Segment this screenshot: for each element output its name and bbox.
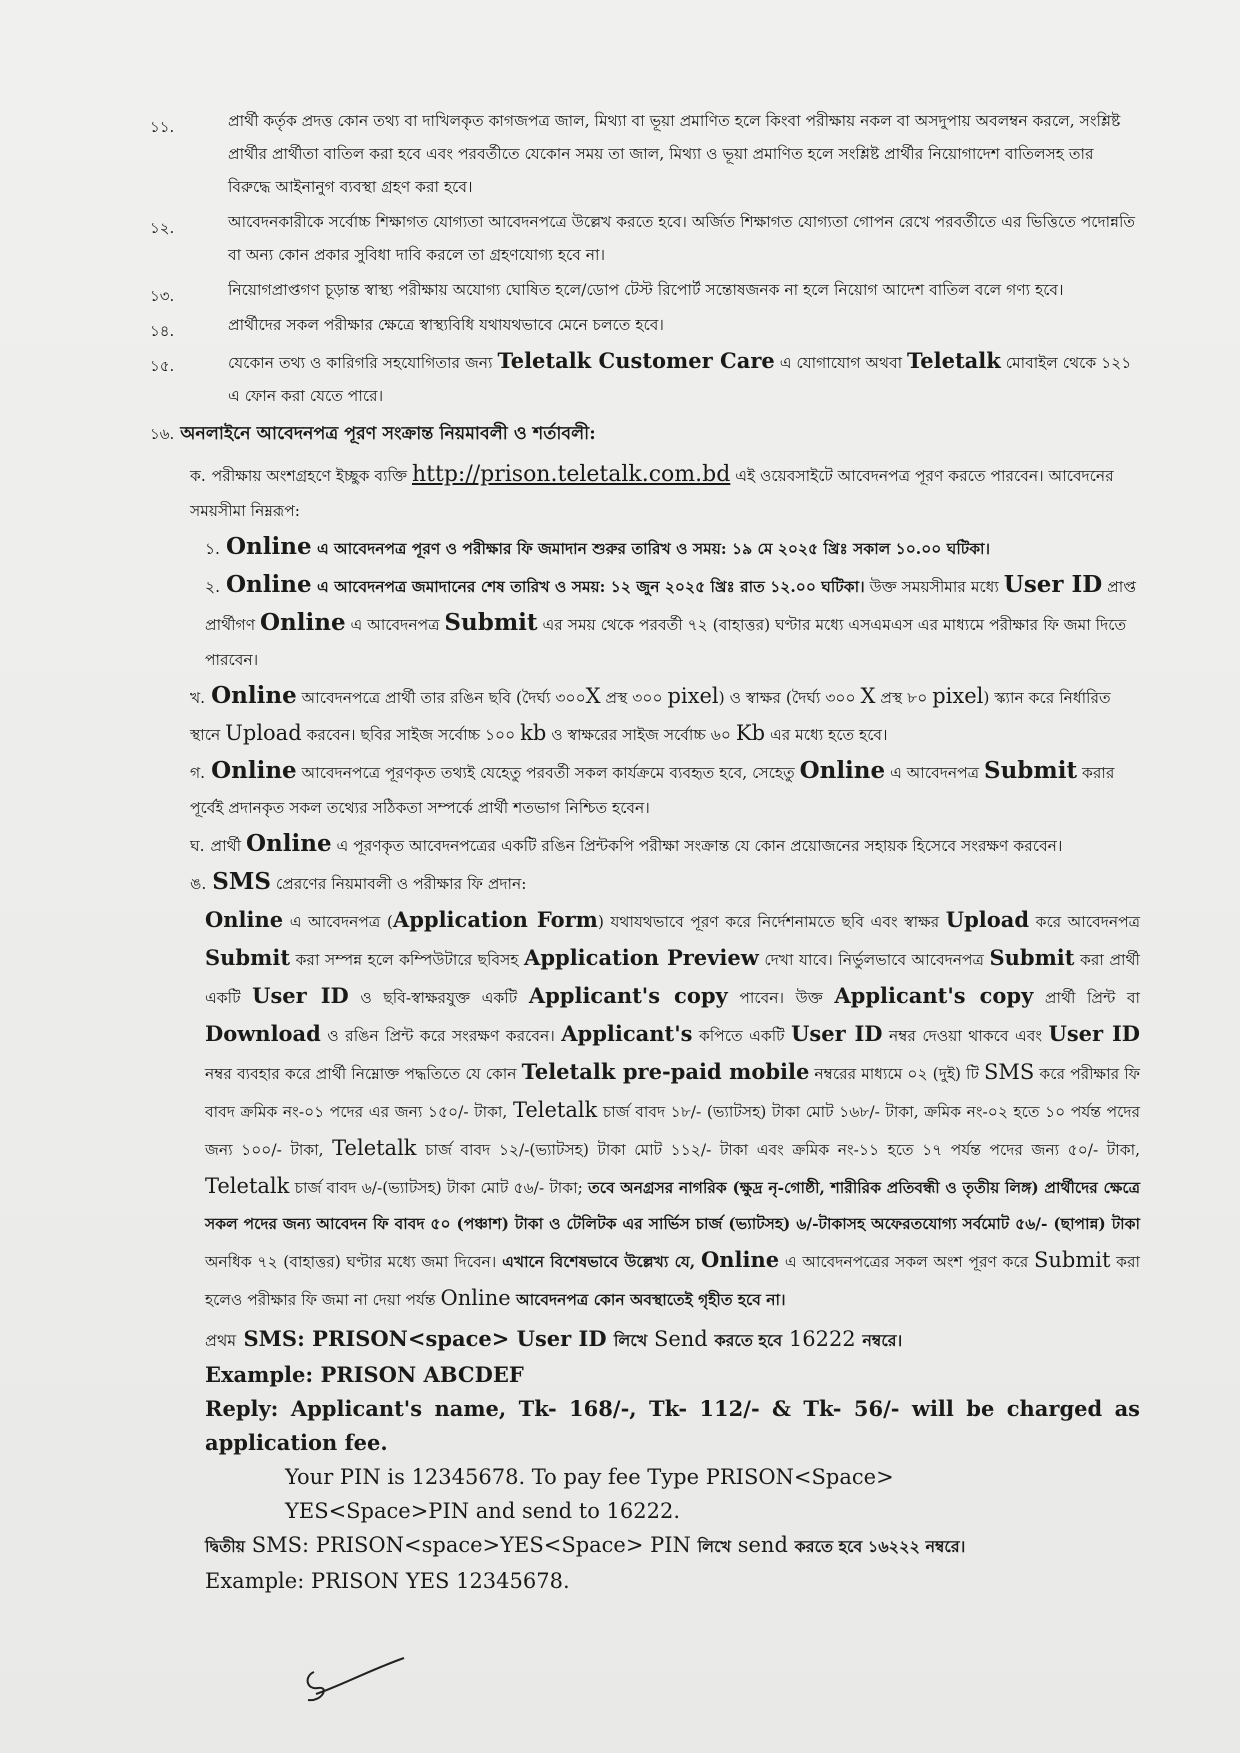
p-text: চার্জ বাবদ ১২/-(ভ্যাটসহ) টাকা মোট ১১২/- টাকা এবং ক্রমিক নং-১১ হতে ১৭ পর্যন্ত পদের জন্য ৫০/- টাকা,	[416, 1141, 1140, 1159]
item-text: মোবাইল থেকে ১২১ এ ফোন করা যেতে পারে।	[228, 354, 1132, 405]
clause-label: ক.	[190, 467, 206, 485]
clause-text: ) ও স্বাক্ষর (দৈর্ঘ্য ৩০০	[718, 689, 861, 707]
sms-text: SMS	[212, 868, 271, 895]
p-text: ও রঙিন প্রিন্ট করে সংরক্ষণ করবেন।	[320, 1027, 562, 1045]
p-text: দেখা যাবে। নির্ভুলভাবে আবেদনপত্র	[758, 951, 990, 969]
p-en: Online	[700, 1247, 780, 1272]
clause-text: এ আবেদনপত্র	[885, 764, 984, 782]
p-en: User ID	[252, 983, 349, 1008]
clause-text: প্রস্থ ৮০	[875, 689, 933, 707]
clause-text: আবেদনপত্রে প্রার্থী তার রঙিন ছবি (দৈর্ঘ্য ৩০০	[296, 689, 586, 707]
clause-text: এর মধ্যে হতে হবে।	[765, 726, 888, 744]
clause-label: ২.	[205, 578, 221, 596]
online-text: Online	[211, 682, 297, 709]
p-bold: আবেদনপত্র কোন অবস্থাতেই গৃহীত হবে না।	[510, 1290, 786, 1309]
online-text: Online	[226, 533, 312, 560]
sms-bn: নম্বরে।	[862, 1331, 903, 1350]
clause-text: উক্ত সময়সীমার মধ্যে	[864, 578, 1004, 596]
clause-label: খ.	[190, 689, 206, 707]
website-link[interactable]: http://prison.teletalk.com.bd	[411, 462, 731, 487]
p-en: Applicant's copy	[834, 983, 1034, 1008]
example-2: Example: PRISON YES 12345678.	[205, 1569, 570, 1593]
p-text: এ আবেদনপত্রের সকল অংশ পূরণ করে	[779, 1253, 1034, 1271]
p-en: Submit	[989, 945, 1075, 970]
clause-text: প্রেরণের নিয়মাবলী ও পরীক্ষার ফি প্রদান:	[270, 875, 527, 893]
p-en: Teletalk	[205, 1174, 290, 1198]
p-bold: এখানে বিশেষভাবে উল্লেখ্য যে,	[502, 1252, 696, 1271]
item-14	[150, 309, 1140, 342]
clause-1	[150, 529, 1140, 567]
item-number: ১৩.	[150, 287, 175, 305]
second-sms-line	[150, 1528, 1140, 1564]
p-text: নম্বর দেওয়া থাকবে এবং	[882, 1027, 1049, 1045]
heading-text: অনলাইনে আবেদনপত্র পূরণ সংক্রান্ত নিয়মাবলী ও শর্তাবলী:	[180, 424, 596, 444]
pixel-text: pixel	[667, 684, 719, 708]
p-en: User ID	[791, 1021, 883, 1046]
sms-instructions-paragraph	[150, 902, 1140, 1318]
clause-text: করবেন। ছবির সাইজ সর্বোচ্চ ১০০	[301, 726, 521, 744]
clause-kha	[150, 678, 1140, 753]
p-text: অনধিক ৭২ (বাহাত্তর) ঘণ্টার মধ্যে জমা দিবেন।	[205, 1253, 503, 1271]
clause-text: ও স্বাক্ষরের সাইজ সর্বোচ্চ ৬০	[546, 726, 736, 744]
sms-bn: করতে হবে	[714, 1331, 783, 1350]
sms-bn: দ্বিতীয়	[205, 1537, 246, 1556]
p-text: কপিতে একটি	[692, 1027, 792, 1045]
p-en: Download	[205, 1021, 321, 1046]
p-en: Teletalk	[512, 1098, 598, 1122]
pin-line-1: Your PIN is 12345678. To pay fee Type PRISON<Space>	[285, 1465, 894, 1489]
clause-uma	[150, 864, 1140, 902]
p-en: Application Preview	[524, 945, 759, 970]
sms-bn: করতে হবে ১৬২২২ নম্বরে।	[794, 1537, 966, 1556]
clause-label: ঘ.	[190, 837, 205, 855]
pixel-text: pixel	[932, 684, 984, 708]
item-number: ১১.	[150, 118, 175, 136]
item-number: ১৫.	[150, 357, 175, 375]
kb-text: Kb	[735, 721, 766, 745]
example-1: Example: PRISON ABCDEF	[205, 1362, 524, 1387]
clause-text: ) স্ক্যান করে নির্ধারিত স্থানে	[190, 689, 1111, 744]
p-en: Upload	[945, 907, 1030, 932]
p-en: Online	[205, 907, 284, 932]
sms-en: send	[731, 1533, 795, 1557]
item-text: আবেদনকারীকে সর্বোচ্চ শিক্ষাগত যোগ্যতা আবেদনপত্রে উল্লেখ করতে হবে। অর্জিত শিক্ষাগত যোগ্যতা গোপন রেখে পরবর্তীতে এর ভিত্তিতে পদোন্নতি বা অন্য কোন প্রকার সুবিধা দাবি করলে তা গ্রহণযোগ্য হবে না।	[228, 213, 1136, 264]
p-text: করা প্রার্থী একটি	[205, 951, 1140, 1007]
pin-line-2: YES<Space>PIN and send to 16222.	[285, 1499, 681, 1523]
p-en: Application Form	[392, 907, 598, 932]
sms-bn: লিখে	[697, 1537, 732, 1556]
clause-text: এ আবেদনপত্র পূরণ ও পরীক্ষার ফি জমাদান শুরুর তারিখ ও সময়: ১৯ মে ২০২৫ খ্রিঃ সকাল ১০.০০ ঘটিকা।	[311, 539, 991, 558]
p-en: Submit	[1033, 1248, 1111, 1272]
clause-ga	[150, 753, 1140, 826]
online-text: Online	[260, 609, 346, 636]
sms-en: Send	[647, 1327, 715, 1351]
p-text: প্রার্থী প্রিন্ট বা	[1033, 989, 1140, 1007]
submit-text: Submit	[983, 757, 1078, 784]
item-text: এ যোগাযোগ অথবা	[774, 354, 908, 372]
online-text: Online	[211, 757, 297, 784]
upload-text: Upload	[225, 721, 302, 745]
p-text: করা সম্পন্ন হলে কম্পিউটারে ছবিসহ	[290, 951, 525, 969]
p-en: Applicant's	[561, 1021, 693, 1046]
x-text: X	[860, 684, 876, 708]
item-text: প্রার্থীদের সকল পরীক্ষার ক্ষেত্রে স্বাস্থ্যবিধি যথাযথভাবে মেনে চলতে হবে।	[228, 316, 664, 334]
clause-text: এ আবেদনপত্র জমাদানের শেষ তারিখ ও সময়: ১২ জুন ২০২৫ খ্রিঃ রাত ১২.০০ ঘটিকা।	[311, 577, 865, 596]
sms-en: 16222	[782, 1327, 863, 1351]
item-12	[150, 206, 1140, 272]
p-en: Applicant's copy	[528, 983, 728, 1008]
section-16-heading	[150, 417, 1140, 451]
submit-text: Submit	[444, 609, 538, 636]
clause-text: করার পূর্বেই প্রদানকৃত সকল তথ্যের সঠিকতা সম্পর্কে প্রার্থী শতভাগ নিশ্চিত হবেন।	[190, 764, 1115, 817]
clause-2	[150, 567, 1140, 678]
p-en: Teletalk pre-paid mobile	[521, 1059, 810, 1084]
item-11	[150, 105, 1140, 204]
p-text: নম্বর ব্যবহার করে প্রার্থী নিম্নোক্ত পদ্ধতিতে যে কোন	[205, 1065, 522, 1083]
p-en: Submit	[205, 945, 291, 970]
signature-icon	[300, 1650, 410, 1710]
item-text: নিয়োগপ্রাপ্তগণ চূড়ান্ত স্বাস্থ্য পরীক্ষায় অযোগ্য ঘোষিত হলে/ডোপ টেস্ট রিপোর্ট সন্তোষজনক না হলে নিয়োগ আদেশ বাতিল বলে গণ্য হবে।	[228, 281, 1064, 299]
sms-bn: লিখে	[613, 1331, 648, 1350]
online-text: Online	[799, 757, 886, 784]
p-en: Online	[440, 1286, 511, 1310]
clause-label: ঙ.	[190, 875, 207, 893]
p-en: User ID	[1048, 1021, 1140, 1046]
clause-text: এই ওয়েবসাইটে আবেদনপত্র পূরণ করতে পারবেন। আবেদনের সময়সীমা নিম্নরূপ:	[190, 467, 1114, 520]
online-text: Online	[245, 830, 332, 857]
customer-care-text: Teletalk Customer Care	[497, 348, 775, 373]
p-en: Teletalk	[332, 1136, 417, 1160]
clause-text: প্রার্থী	[210, 837, 246, 855]
clause-text: এ আবেদনপত্র	[345, 616, 445, 634]
item-number: ১২.	[150, 219, 175, 237]
p-en: SMS	[984, 1060, 1035, 1084]
p-text: চার্জ বাবদ ১৮/- (ভ্যাটসহ) টাকা মোট ১৬৮/- টাকা, ক্রমিক নং-০২ হতে ১০ পর্যন্ত পদের জন্য ১০০/- টাকা,	[205, 1103, 1140, 1159]
p-text: পাবেন। উক্ত	[727, 989, 835, 1007]
first-sms-line	[150, 1322, 1140, 1358]
teletalk-text: Teletalk	[907, 348, 1001, 373]
p-text: নম্বরের মাধ্যমে ০২ (দুই) টি	[809, 1065, 985, 1083]
clause-gha	[150, 826, 1140, 864]
kb-text: kb	[520, 721, 547, 745]
heading-number: ১৬.	[150, 425, 175, 443]
clause-text: আবেদনপত্রে পূরণকৃত তথ্যই যেহেতু পরবর্তী সকল কার্যক্রমে ব্যবহৃত হবে, সেহেতু	[296, 764, 800, 782]
clause-text: প্রাপ্ত প্রার্থীগণ	[205, 578, 1136, 634]
clause-ka	[150, 457, 1140, 529]
p-text: করে পরীক্ষার ফি বাবদ ক্রমিক নং-০১ পদের এর জন্য ১৫০/- টাকা,	[205, 1065, 1140, 1121]
sms-en: SMS: PRISON<space> User ID	[236, 1326, 614, 1351]
item-text: যেকোন তথ্য ও কারিগরি সহযোগিতার জন্য	[228, 354, 498, 372]
sms-en: SMS: PRISON<space>YES<Space> PIN	[245, 1533, 698, 1557]
x-text: X	[585, 684, 601, 708]
clause-text: পরীক্ষায় অংশগ্রহণে ইচ্ছুক ব্যক্তি	[211, 467, 412, 485]
p-text: ও ছবি-স্বাক্ষরযুক্ত একটি	[348, 989, 529, 1007]
p-text: এ আবেদনপত্র (	[283, 913, 393, 931]
item-number: ১৪.	[150, 322, 175, 340]
p-bold: তবে অনগ্রসর নাগরিক (ক্ষুদ্র নৃ-গোষ্ঠী, শারীরিক প্রতিবন্ধী ও তৃতীয় লিঙ্গ) প্রার্থীদের ক্ষেত্রে সকল পদের জন্য আবেদন ফি বাবদ ৫০ (পঞ্চাশ) টাকা ও টেলিটক এর সার্ভিস চার্জ (ভ্যাটসহ) ৬/-টাকাসহ অফেরতযোগ্য সর্বমোট ৫৬/- (ছাপান্ন) টাকা	[205, 1178, 1140, 1233]
item-13	[150, 274, 1140, 307]
item-15	[150, 344, 1140, 413]
clause-text: এর সময় থেকে পরবর্তী ৭২ (বাহাত্তর) ঘণ্টার মধ্যে এসএমএস এর মাধ্যমে পরীক্ষার ফি জমা দিতে পারবেন।	[205, 616, 1127, 669]
sms-bn: প্রথম	[205, 1331, 237, 1350]
item-text: প্রার্থী কর্তৃক প্রদত্ত কোন তথ্য বা দাখিলকৃত কাগজপত্র জাল, মিথ্যা বা ভূয়া প্রমাণিত হলে কিংবা পরীক্ষায় নকল বা অসদুপায় অবলম্বন করলে, সংশ্লিষ্ট প্রার্থীর প্রার্থীতা বাতিল করা হবে এবং পরবর্তীতে যেকোন সময় তা জাল, মিথ্যা ও ভূয়া প্রমাণিত হলে সংশ্লিষ্ট প্রার্থীর নিয়োগাদেশ বাতিলসহ তার বিরুদ্ধে আইনানুগ ব্যবস্থা গ্রহণ করা হবে।	[228, 112, 1121, 196]
online-text: Online	[226, 571, 312, 598]
p-text: ) যথাযথভাবে পূরণ করে নির্দেশনামতে ছবি এবং স্বাক্ষর	[597, 913, 946, 931]
p-text: চার্জ বাবদ ৬/-(ভ্যাটসহ) টাকা মোট ৫৬/- টাকা;	[289, 1179, 589, 1197]
clause-text: প্রস্থ ৩০০	[600, 689, 668, 707]
clause-text: এ পূরণকৃত আবেদনপত্রের একটি রঙিন প্রিন্টকপি পরীক্ষা সংক্রান্ত যে কোন প্রয়োজনের সহায়ক হিসেবে সংরক্ষণ করবেন।	[331, 837, 1063, 855]
p-text: করে আবেদনপত্র	[1029, 913, 1141, 931]
clause-label: ১.	[205, 540, 220, 558]
user-id-text: User ID	[1003, 571, 1103, 598]
p-text: করা হলেও পরীক্ষার ফি জমা না দেয়া পর্যন্ত	[205, 1253, 1141, 1309]
reply-text: Reply: Applicant's name, Tk- 168/-, Tk- 112/- & Tk- 56/- will be charged as application fee.	[205, 1396, 1140, 1455]
clause-label: গ.	[190, 764, 206, 782]
document-body	[150, 105, 1140, 1598]
